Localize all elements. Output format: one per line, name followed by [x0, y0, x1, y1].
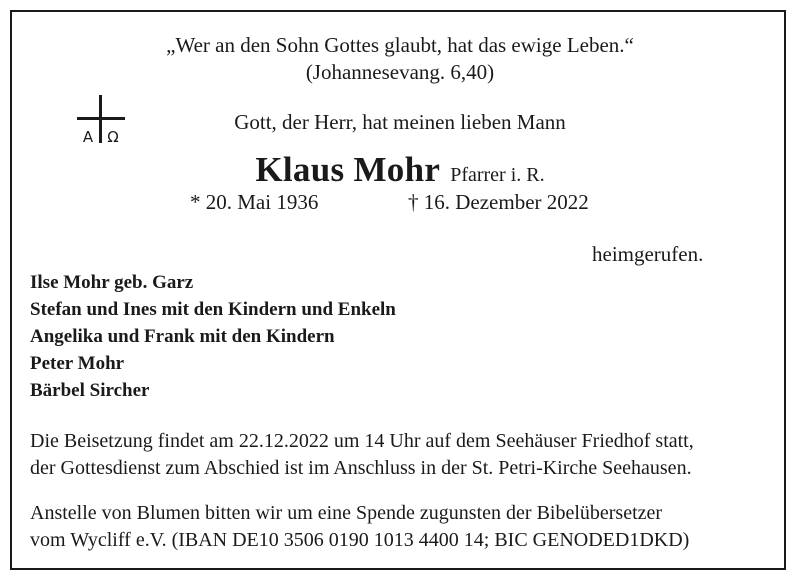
family-member: Bärbel Sircher [30, 380, 150, 401]
funeral-info [30, 428, 694, 482]
donation-line: vom Wycliff e.V. (IBAN DE10 3506 0190 1013 4400 14; BIC GENODED1DKD) [30, 529, 690, 551]
deceased-name: Klaus Mohr [255, 150, 441, 189]
omega-glyph: Ω [107, 128, 119, 146]
deceased-title: Pfarrer i. R. [450, 164, 545, 186]
family-member: Peter Mohr [30, 353, 125, 374]
death-date: † 16. Dezember 2022 [408, 190, 589, 214]
family-member: Angelika und Frank mit den Kindern [30, 326, 335, 347]
verse-reference: (Johannesevang. 6,40) [305, 60, 495, 84]
birth-date: * 20. Mai 1936 [190, 190, 319, 214]
alpha-glyph: A [82, 128, 94, 146]
family-member: Ilse Mohr geb. Garz [30, 272, 194, 293]
funeral-line: der Gottesdienst zum Abschied ist im Anschluss in der St. Petri-Kirche Seehausen. [30, 457, 692, 479]
name-line [0, 150, 800, 190]
verse-quote: „Wer an den Sohn Gottes glaubt, hat das ewige Leben.“ [166, 33, 634, 57]
closing-word: heimgerufen. [592, 242, 704, 266]
family-member: Stefan und Ines mit den Kindern und Enkeln [30, 299, 396, 320]
announcement-lead: Gott, der Herr, hat meinen lieben Mann [234, 110, 566, 134]
donation-line: Anstelle von Blumen bitten wir um eine Spende zugunsten der Bibelübersetzer [30, 502, 663, 524]
funeral-line: Die Beisetzung findet am 22.12.2022 um 14 Uhr auf dem Seehäuser Friedhof statt, [30, 430, 694, 452]
donation-info [30, 500, 689, 554]
